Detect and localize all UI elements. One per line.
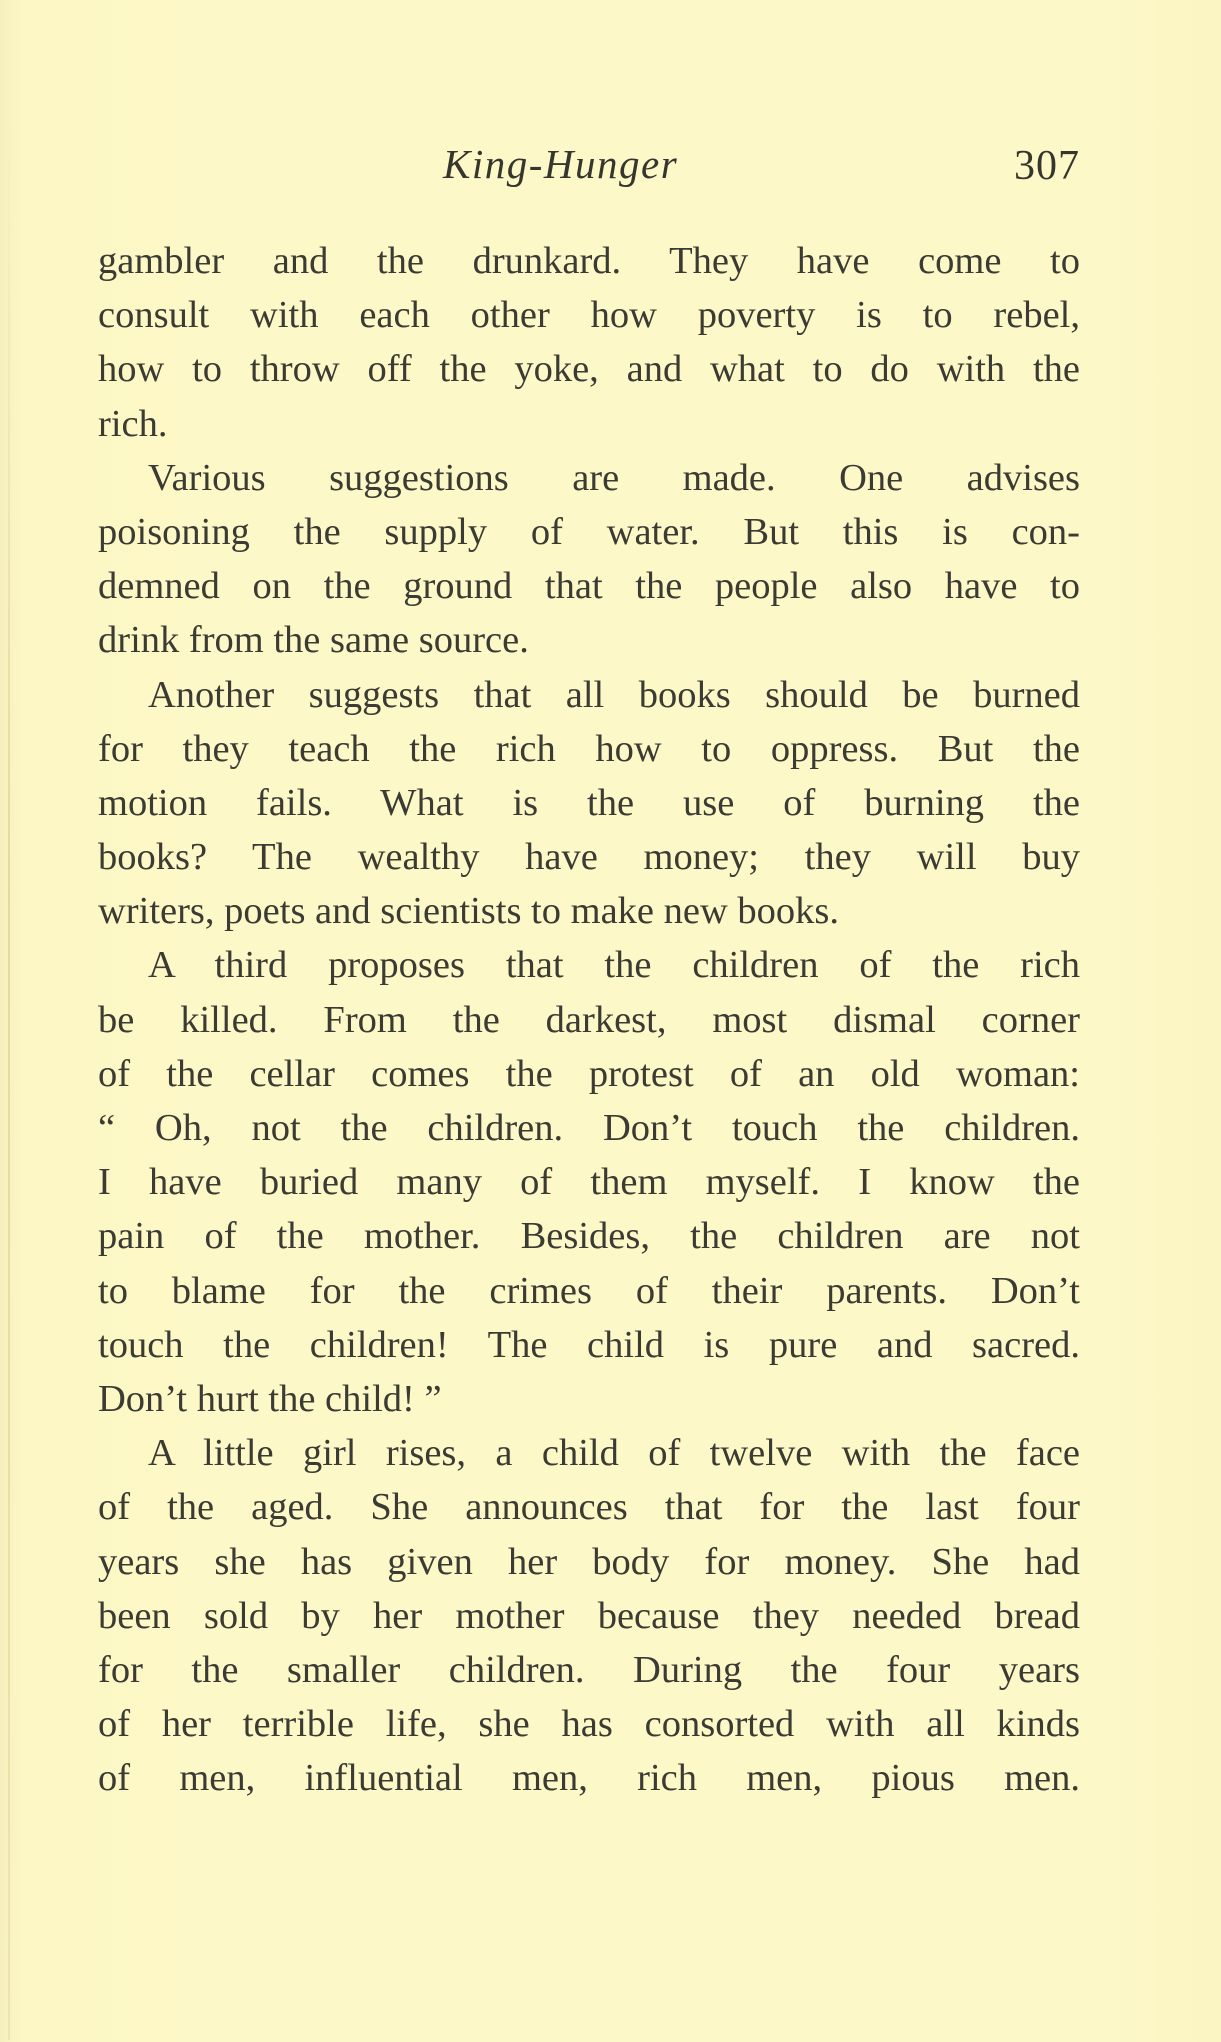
text-line: rich.: [98, 402, 168, 445]
text-line: be killed. From the darkest, most dismal corner: [98, 998, 1080, 1041]
text-line: for they teach the rich how to oppress. But the: [98, 727, 1080, 770]
page-number: 307: [1014, 143, 1080, 189]
text-line: I have buried many of them myself. I know the: [98, 1161, 1080, 1204]
text-line: gambler and the drunkard. They have come to: [98, 240, 1080, 282]
body-text: [98, 234, 1080, 1805]
text-line: to blame for the crimes of their parents. Don’t: [98, 1269, 1080, 1312]
text-line: pain of the mother. Besides, the children are not: [98, 1215, 1080, 1258]
binding-shadow: [8, 120, 10, 2040]
text-line: consult with each other how poverty is to rebel,: [98, 294, 1080, 337]
text-line: of the aged. She announces that for the last four: [98, 1486, 1080, 1529]
text-line: writers, poets and scientists to make new books.: [98, 890, 839, 933]
paragraph-first-line: Another suggests that all books should be burned: [148, 673, 1080, 716]
text-line: touch the children! The child is pure and sacred.: [98, 1323, 1080, 1366]
paragraph-first-line: A little girl rises, a child of twelve with the face: [148, 1432, 1080, 1475]
text-line: years she has given her body for money. She had: [98, 1540, 1080, 1583]
text-line: books? The wealthy have money; they will buy: [98, 836, 1080, 879]
text-line: drink from the same source.: [98, 619, 529, 662]
text-line: of the cellar comes the protest of an old woman:: [98, 1052, 1080, 1095]
text-line: of her terrible life, she has consorted with all kinds: [98, 1703, 1080, 1746]
text-line: been sold by her mother because they needed bread: [98, 1594, 1080, 1637]
text-line: how to throw off the yoke, and what to do with the: [98, 348, 1080, 391]
text-line: demned on the ground that the people also have to: [98, 565, 1080, 608]
running-title: King-Hunger: [443, 141, 679, 187]
text-line: poisoning the supply of water. But this is con-: [98, 510, 1080, 553]
paragraph-first-line: Various suggestions are made. One advises: [148, 456, 1080, 499]
text-line: of men, influential men, rich men, pious men.: [98, 1757, 1080, 1800]
text-line: “ Oh, not the children. Don’t touch the children.: [98, 1107, 1080, 1149]
text-line: Don’t hurt the child! ”: [98, 1377, 442, 1420]
paragraph-first-line: A third proposes that the children of the rich: [148, 944, 1080, 987]
text-line: motion fails. What is the use of burning the: [98, 781, 1080, 824]
text-line: for the smaller children. During the four years: [98, 1648, 1080, 1691]
running-head: [98, 140, 1080, 200]
